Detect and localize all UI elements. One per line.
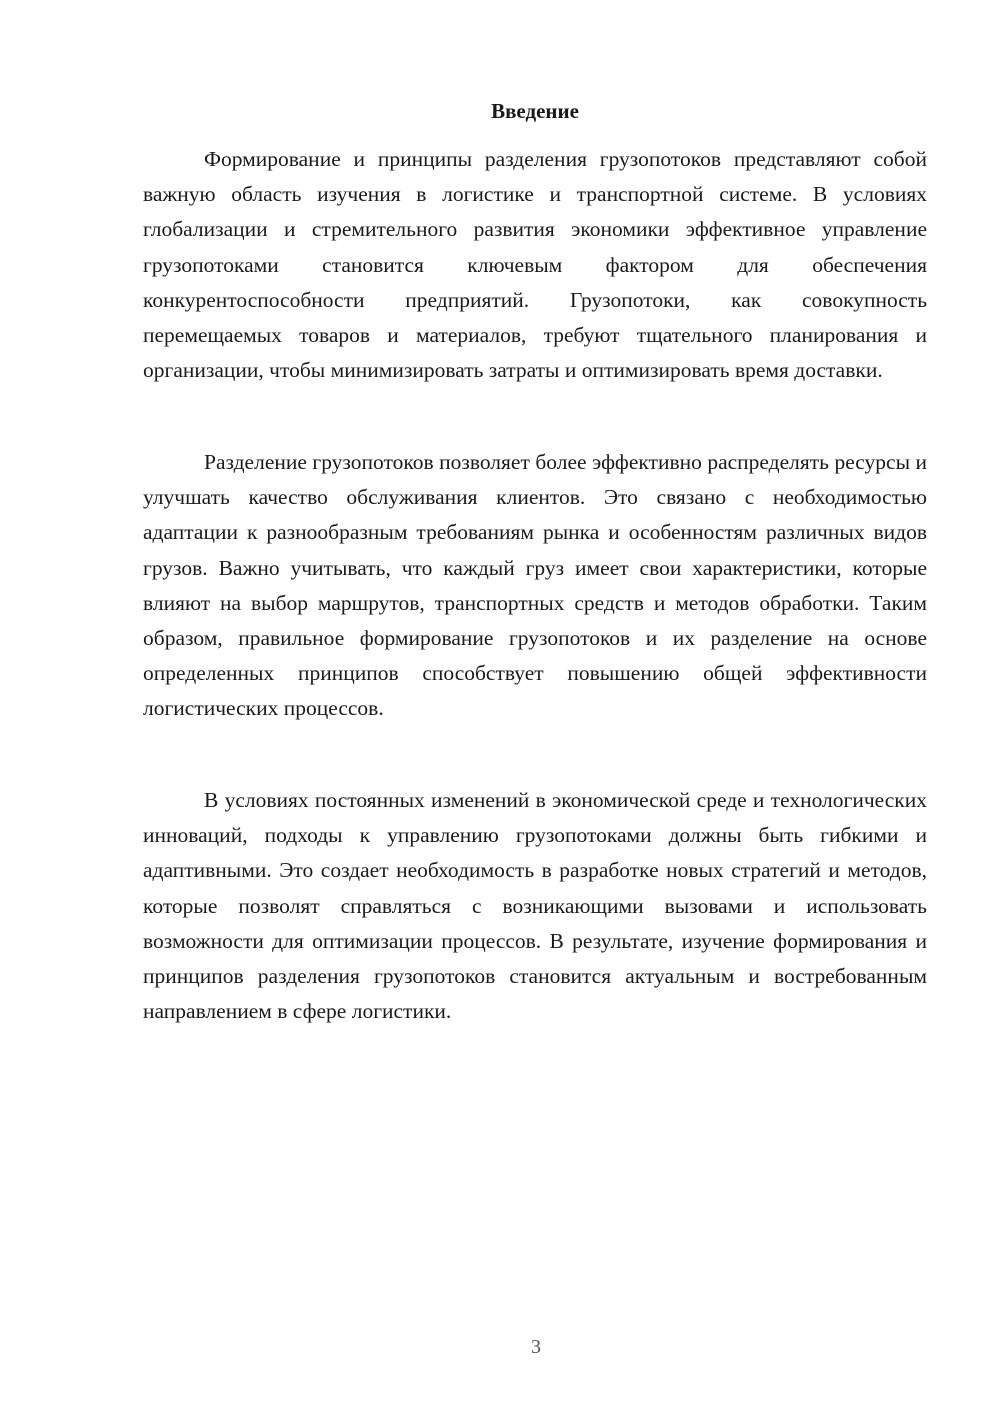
page-number: 3 — [531, 1336, 541, 1358]
paragraph-3: В условиях постоянных изменений в экономической среде и технологических инноваций, подходы к управлению грузопотоками должны быть гибкими и адаптивными. Это создает необходимость в разработке новых стратегий и методов, которые позволят справляться с возникающими вызовами и использовать возможности для оптимизации процессов. В результате, изучение формирования и принципов разделения грузопотоков становится актуальным и востребованным направлением в сфере логистики. — [143, 788, 927, 1024]
section-heading: Введение — [491, 99, 579, 123]
paragraph-2: Разделение грузопотоков позволяет более эффективно распределять ресурсы и улучшать качество обслуживания клиентов. Это связано с необходимостью адаптации к разнообразным требованиям рынка и особенностям различных видов грузов. Важно учитывать, что каждый груз имеет свои характеристики, которые влияют на выбор маршрутов, транспортных средств и методов обработки. Таким образом, правильное формирование грузопотоков и их разделение на основе определенных принципов способствует повышению общей эффективности логистических процессов. — [143, 450, 927, 721]
paragraph-1: Формирование и принципы разделения грузопотоков представляют собой важную область изучения в логистике и транспортной системе. В условиях глобализации и стремительного развития экономики эффективное управление грузопотоками становится ключевым фактором для обеспечения конкурентоспособности предприятий. Грузопотоки, как совокупность перемещаемых товаров и материалов, требуют тщательного планирования и организации, чтобы минимизировать затраты и оптимизировать время доставки. — [143, 147, 927, 383]
